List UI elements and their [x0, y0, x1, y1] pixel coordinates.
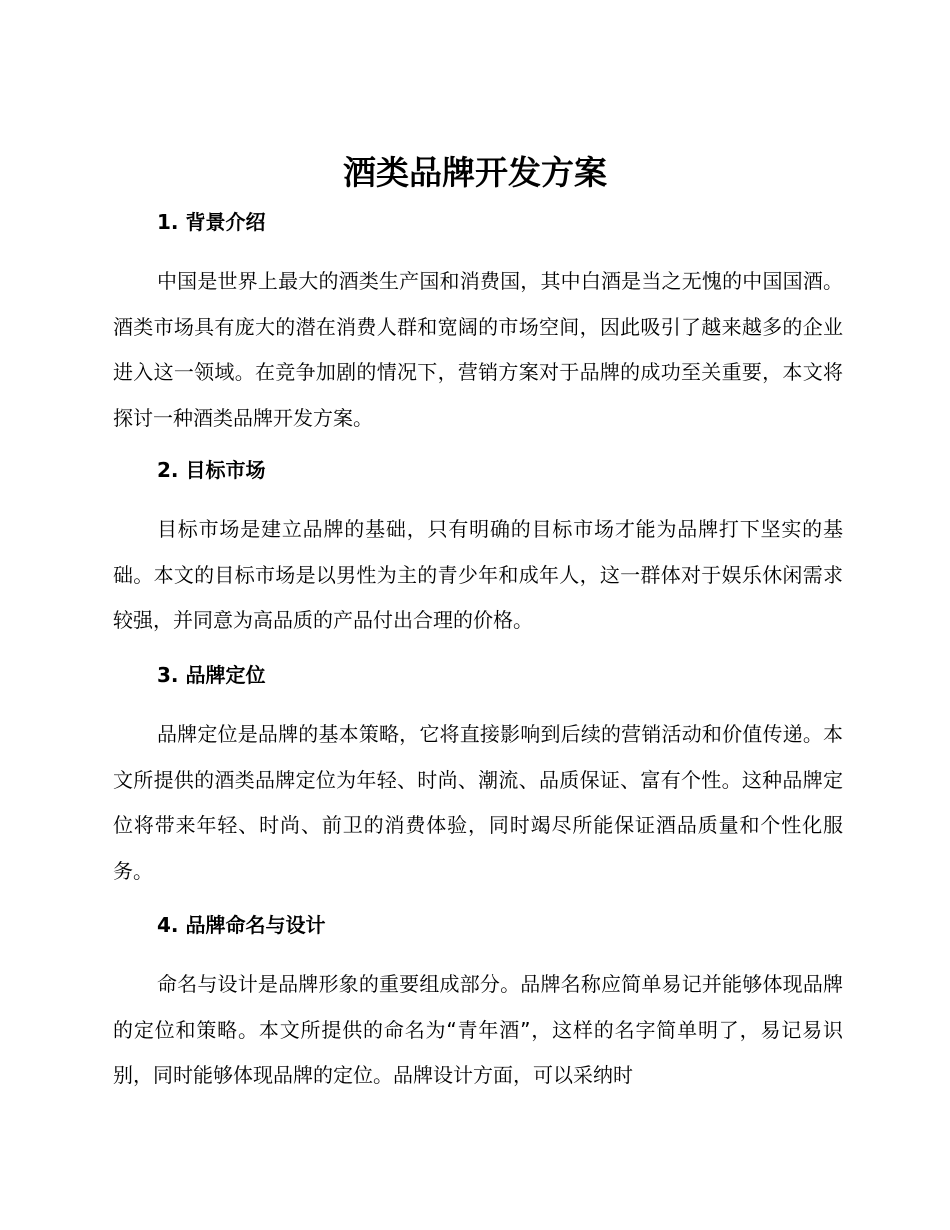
section-heading: 4. 品牌命名与设计 — [157, 913, 326, 937]
section-paragraph: 品牌定位是品牌的基本策略，它将直接影响到后续的营销活动和价值传递。本文所提供的酒类品牌定位为年轻、时尚、潮流、品质保证、富有个性。这种品牌定位将带来年轻、时尚、前卫的消费体验，同时竭尽所能保证酒品质量和个性化服务。 — [113, 722, 843, 883]
section-paragraph: 命名与设计是品牌形象的重要组成部分。品牌名称应简单易记并能够体现品牌的定位和策略。本文所提供的命名为“青年酒”，这样的名字简单明了，易记易识别，同时能够体现品牌的定位。品牌设计方面，可以采纳时 — [113, 972, 843, 1087]
section-paragraph: 目标市场是建立品牌的基础，只有明确的目标市场才能为品牌打下坚实的基础。本文的目标市场是以男性为主的青少年和成年人，这一群体对于娱乐休闲需求较强，并同意为高品质的产品付出合理的价格。 — [113, 517, 843, 632]
section-paragraph: 中国是世界上最大的酒类生产国和消费国，其中白酒是当之无愧的中国国酒。酒类市场具有庞大的潜在消费人群和宽阔的市场空间，因此吸引了越来越多的企业进入这一领域。在竞争加剧的情况下，营销方案对于品牌的成功至关重要，本文将探讨一种酒类品牌开发方案。 — [113, 269, 843, 430]
section-brand-positioning — [113, 660, 843, 894]
section-heading: 3. 品牌定位 — [157, 663, 266, 687]
section-heading: 2. 目标市场 — [157, 458, 266, 482]
section-brand-naming — [113, 910, 843, 1099]
document-title: 酒类品牌开发方案 — [343, 153, 607, 192]
section-target-market — [113, 455, 843, 644]
section-background — [113, 207, 843, 441]
section-heading: 1. 背景介绍 — [157, 210, 266, 234]
